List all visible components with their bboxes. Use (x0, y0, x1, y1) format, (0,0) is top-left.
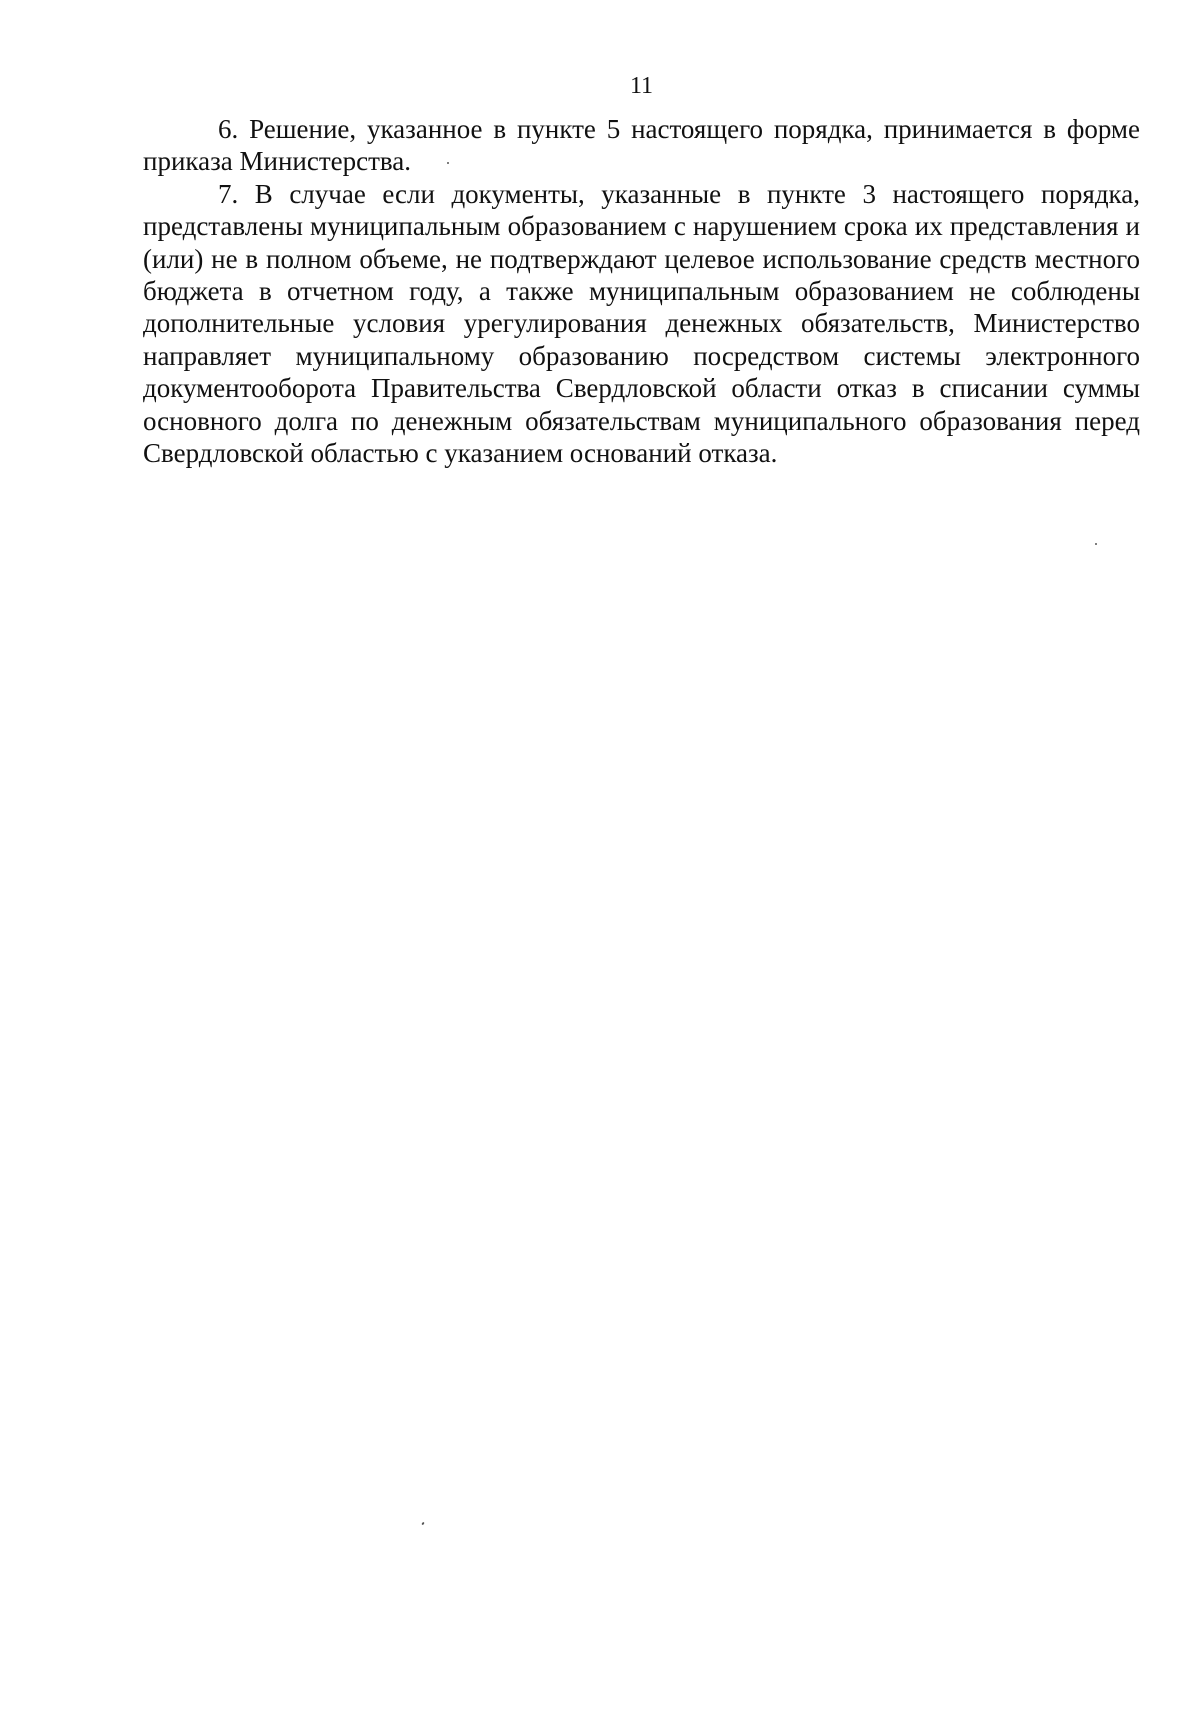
page-number: 11 (629, 73, 654, 99)
document-body (143, 113, 1140, 469)
scan-speck (1095, 543, 1097, 545)
paragraph-6: 6. Решение, указанное в пункте 5 настоящего порядка, принимается в форме приказа Министерства. (143, 114, 1140, 177)
paragraph-7: 7. В случае если документы, указанные в пункте 3 настоящего порядка, представлены муниципальным образованием с нарушением срока их представления и (или) не в полном объеме, не подтверждают целевое использование средств местного бюджета в отчетном году, а также муниципальным образованием не соблюдены дополнительные условия урегулирования денежных обязательств, Министерство направляет муниципальному образованию посредством системы электронного документооборота Правительства Свердловской области отказ в списании суммы основного долга по денежным обязательствам муниципального образования перед Свердловской областью с указанием оснований отказа. (143, 178, 1140, 469)
scan-speck (421, 1522, 424, 1526)
scan-speck (447, 162, 449, 164)
